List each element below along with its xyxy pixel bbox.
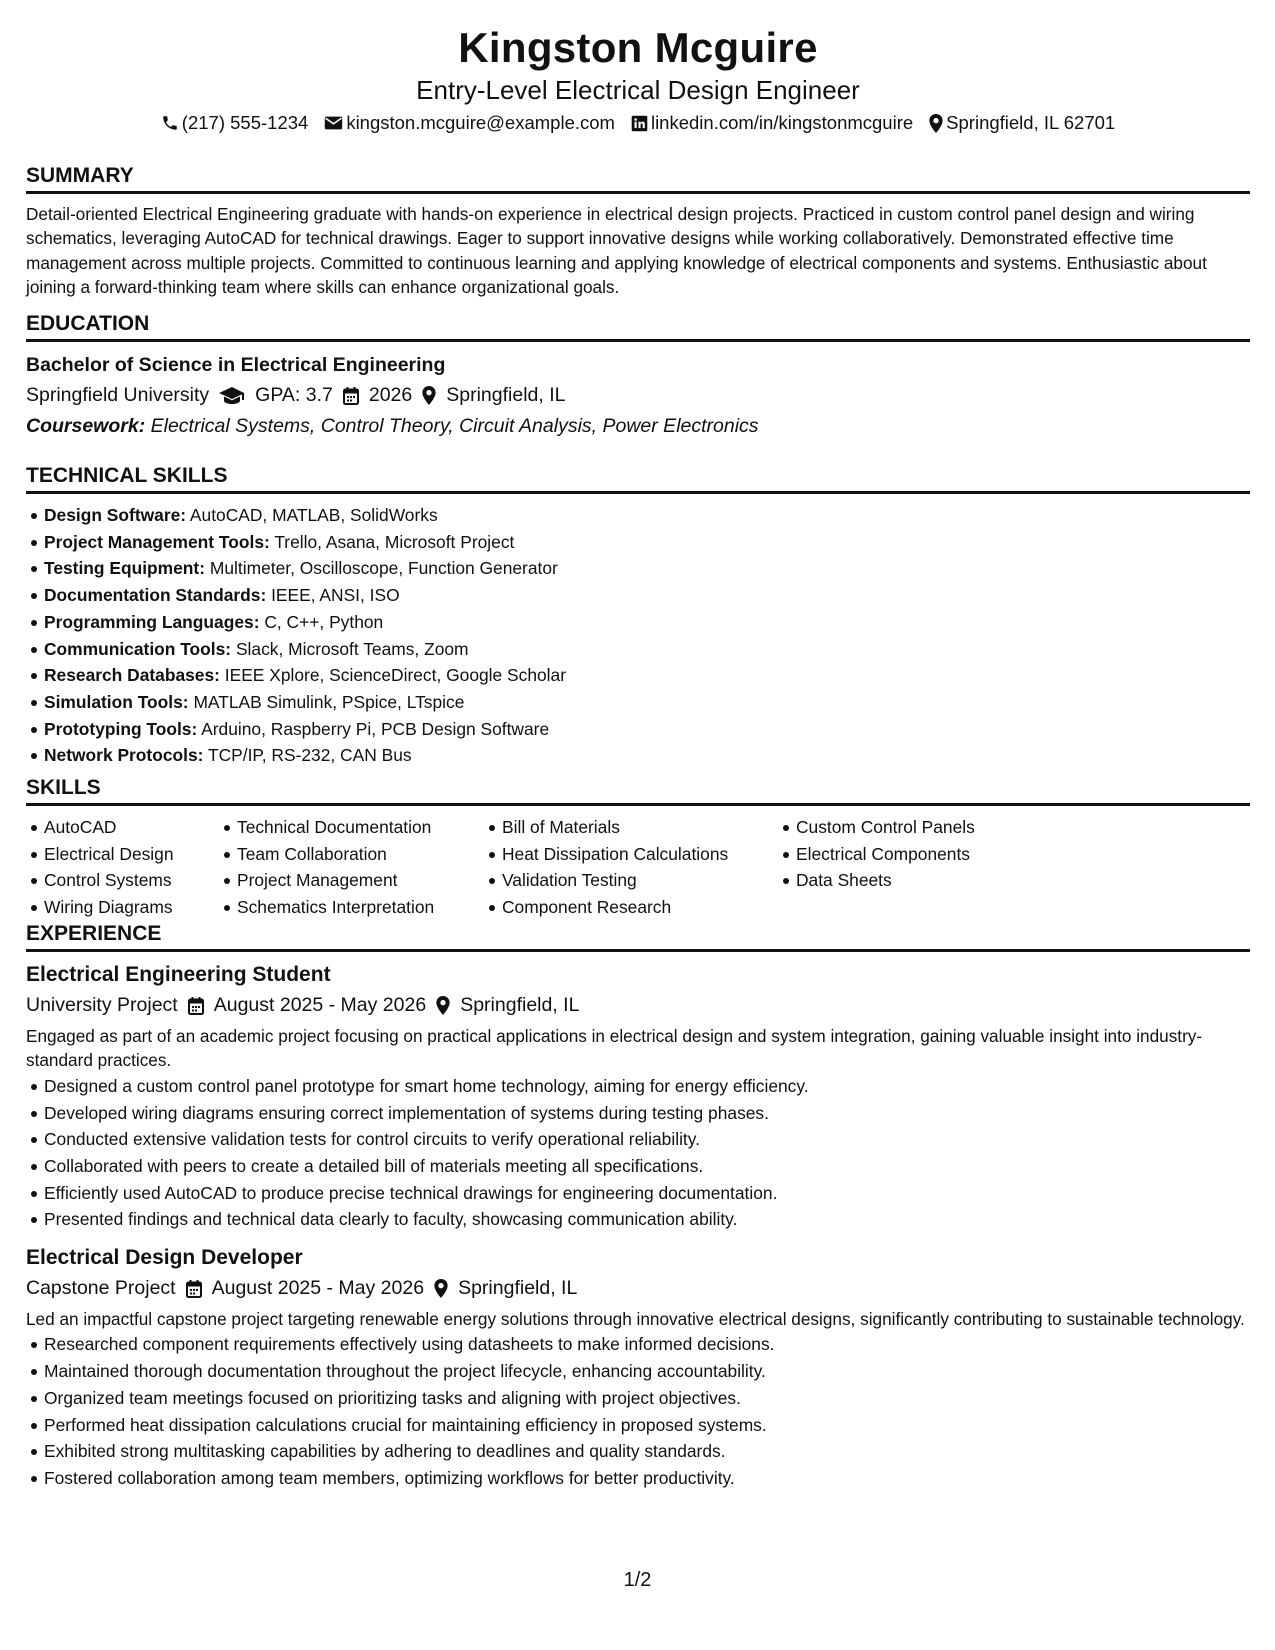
technical-skill-item [44, 529, 1250, 556]
skill-item: Electrical Design [44, 841, 219, 868]
degree-title: Bachelor of Science in Electrical Engineering [26, 354, 446, 376]
section-heading: SUMMARY [26, 162, 1250, 194]
skill-category: Prototyping Tools: [44, 718, 198, 739]
skills-column [778, 814, 996, 921]
education-section [26, 310, 1250, 441]
job-bullet: Fostered collaboration among team members, optimizing workflows for better productivity. [44, 1465, 1250, 1492]
technical-skill-item [44, 742, 1250, 769]
contact-location [929, 110, 1115, 136]
job-bullet: Exhibited strong multitasking capabilities by adhering to deadlines and quality standards. [44, 1438, 1250, 1465]
job-bullet: Presented findings and technical data clearly to faculty, showcasing communication ability. [44, 1206, 1250, 1233]
skills-grid [26, 814, 1250, 921]
skill-values: Arduino, Raspberry Pi, PCB Design Software [201, 718, 550, 739]
job-bullet: Conducted extensive validation tests for control circuits to verify operational reliability. [44, 1126, 1250, 1153]
job-org: Capstone Project [26, 1277, 176, 1300]
technical-skill-item [44, 582, 1250, 609]
job-bullets [26, 1331, 1250, 1491]
contact-linkedin[interactable] [631, 110, 913, 136]
linkedin-icon [631, 115, 648, 132]
job-list [26, 960, 1250, 1492]
skill-values: Multimeter, Oscilloscope, Function Generator [209, 558, 558, 579]
technical-skill-item [44, 502, 1250, 529]
job-description: Led an impactful capstone project targeting renewable energy solutions through innovative electrical designs, significantly contributing to sustainable technology. [26, 1309, 1245, 1330]
skill-item: Wiring Diagrams [44, 894, 219, 921]
skill-category: Communication Tools: [44, 638, 232, 659]
skill-item: Schematics Interpretation [237, 894, 484, 921]
job-bullet: Researched component requirements effectively using datasheets to make informed decisions. [44, 1331, 1250, 1358]
skill-item: Electrical Components [796, 841, 996, 868]
map-pin-icon [929, 114, 943, 133]
skill-category: Testing Equipment: [44, 558, 206, 579]
experience-section [26, 920, 1250, 1492]
skill-values: Trello, Asana, Microsoft Project [274, 531, 515, 552]
map-pin-icon [422, 386, 436, 405]
skill-item: Team Collaboration [237, 841, 484, 868]
school-name: Springfield University [26, 384, 210, 406]
job-org: University Project [26, 994, 178, 1016]
graduation-cap-icon [219, 387, 245, 405]
job-title: Electrical Engineering Student [26, 963, 331, 986]
skills-column [219, 814, 484, 921]
school-location: Springfield, IL [446, 384, 566, 406]
coursework-label: Coursework: [26, 415, 146, 437]
job-description: Engaged as part of an academic project focusing on practical applications in electrical design and system integration, gaining valuable insight into industry-standard practices. [26, 1026, 1203, 1071]
skill-category: Programming Languages: [44, 611, 260, 632]
technical-skill-item [44, 716, 1250, 743]
job-bullets [26, 1073, 1250, 1233]
skill-item: Heat Dissipation Calculations [502, 841, 778, 868]
skill-values: MATLAB Simulink, PSpice, LTspice [193, 691, 465, 712]
phone-text: (217) 555-1234 [181, 112, 309, 133]
contact-bar [26, 110, 1250, 136]
summary-text: Detail-oriented Electrical Engineering graduate with hands-on experience in electrical design projects. Practiced in custom control panel design and wiring schematics, leveraging AutoCAD for technical drawings. Eager to support innovative designs while working collaboratively. Demonstrated effective time management across multiple projects. Committed to continuous learning and applying knowledge of electrical components and systems. Enthusiastic about joining a forward-thinking team where skills can enhance organizational goals. [26, 204, 1207, 298]
job-bullet: Collaborated with peers to create a detailed bill of materials meeting all specifications. [44, 1153, 1250, 1180]
job-bullet: Designed a custom control panel prototype for smart home technology, aiming for energy efficiency. [44, 1073, 1250, 1100]
candidate-title: Entry-Level Electrical Design Engineer [416, 75, 860, 105]
graduation-year: 2026 [368, 384, 413, 406]
page-number: 1/2 [623, 1569, 652, 1591]
summary-section [26, 162, 1250, 300]
job-bullet: Efficiently used AutoCAD to produce precise technical drawings for engineering documentation. [44, 1180, 1250, 1207]
technical-skills-list [26, 502, 1250, 769]
technical-skill-item [44, 636, 1250, 663]
education-meta [26, 380, 1250, 411]
skills-section [26, 774, 1250, 921]
calendar-icon [186, 1280, 202, 1298]
calendar-icon [188, 997, 204, 1015]
skill-item: Technical Documentation [237, 814, 484, 841]
skill-item: Control Systems [44, 867, 219, 894]
skill-category: Design Software: [44, 505, 187, 525]
job-bullet: Organized team meetings focused on prioritizing tasks and aligning with project objectives. [44, 1385, 1250, 1412]
section-heading: EDUCATION [26, 310, 1250, 342]
skill-values: IEEE Xplore, ScienceDirect, Google Scholar [224, 665, 566, 686]
job-meta [26, 990, 1250, 1021]
skill-item: Validation Testing [502, 867, 778, 894]
skill-item: Bill of Materials [502, 814, 778, 841]
job-title: Electrical Design Developer [26, 1246, 303, 1270]
technical-skill-item [44, 662, 1250, 689]
gpa-text: GPA: 3.7 [255, 384, 333, 406]
job-dates: August 2025 - May 2026 [213, 994, 427, 1016]
skill-item: Project Management [237, 867, 484, 894]
skill-category: Documentation Standards: [44, 585, 267, 606]
skill-values: TCP/IP, RS-232, CAN Bus [207, 745, 412, 766]
section-heading: EXPERIENCE [26, 920, 1250, 952]
contact-phone [161, 110, 309, 136]
job-meta [26, 1273, 1250, 1304]
linkedin-text[interactable]: linkedin.com/in/kingstonmcguire [650, 112, 914, 133]
skill-item: Data Sheets [796, 867, 996, 894]
skill-item: AutoCAD [44, 814, 219, 841]
coursework [26, 411, 1250, 441]
skill-values: Slack, Microsoft Teams, Zoom [235, 638, 469, 659]
map-pin-icon [436, 996, 450, 1015]
candidate-name: Kingston Mcguire [458, 24, 818, 71]
job-entry [26, 960, 1250, 1233]
map-pin-icon [434, 1279, 448, 1298]
job-bullet: Maintained thorough documentation throughout the project lifecycle, enhancing accountability. [44, 1358, 1250, 1385]
skill-values: C, C++, Python [264, 611, 384, 632]
contact-email[interactable] [324, 110, 615, 136]
skills-column [26, 814, 219, 921]
skill-category: Research Databases: [44, 665, 220, 686]
technical-skill-item [44, 689, 1250, 716]
email-text[interactable]: kingston.mcguire@example.com [346, 112, 615, 133]
calendar-icon [343, 387, 359, 405]
section-heading: TECHNICAL SKILLS [26, 462, 1250, 494]
job-location: Springfield, IL [460, 994, 580, 1016]
job-entry [26, 1243, 1250, 1492]
coursework-list: Electrical Systems, Control Theory, Circuit Analysis, Power Electronics [150, 415, 759, 437]
skill-item: Component Research [502, 894, 778, 921]
phone-icon [161, 114, 179, 132]
technical-skill-item [44, 555, 1250, 582]
skills-column [484, 814, 778, 921]
job-bullet: Performed heat dissipation calculations crucial for maintaining efficiency in proposed systems. [44, 1412, 1250, 1439]
skill-item: Custom Control Panels [796, 814, 996, 841]
envelope-icon [324, 115, 343, 131]
skill-category: Simulation Tools: [44, 691, 189, 712]
section-heading: SKILLS [26, 774, 1250, 806]
skill-values: IEEE, ANSI, ISO [271, 585, 400, 606]
skill-category: Network Protocols: [44, 745, 204, 766]
technical-skills-section [26, 462, 1250, 769]
skill-values: AutoCAD, MATLAB, SolidWorks [189, 505, 438, 525]
location-text: Springfield, IL 62701 [946, 112, 1116, 133]
technical-skill-item [44, 609, 1250, 636]
job-bullet: Developed wiring diagrams ensuring correct implementation of systems during testing phases. [44, 1100, 1250, 1127]
job-dates: August 2025 - May 2026 [211, 1277, 425, 1300]
skill-category: Project Management Tools: [44, 531, 270, 552]
job-location: Springfield, IL [458, 1277, 578, 1300]
